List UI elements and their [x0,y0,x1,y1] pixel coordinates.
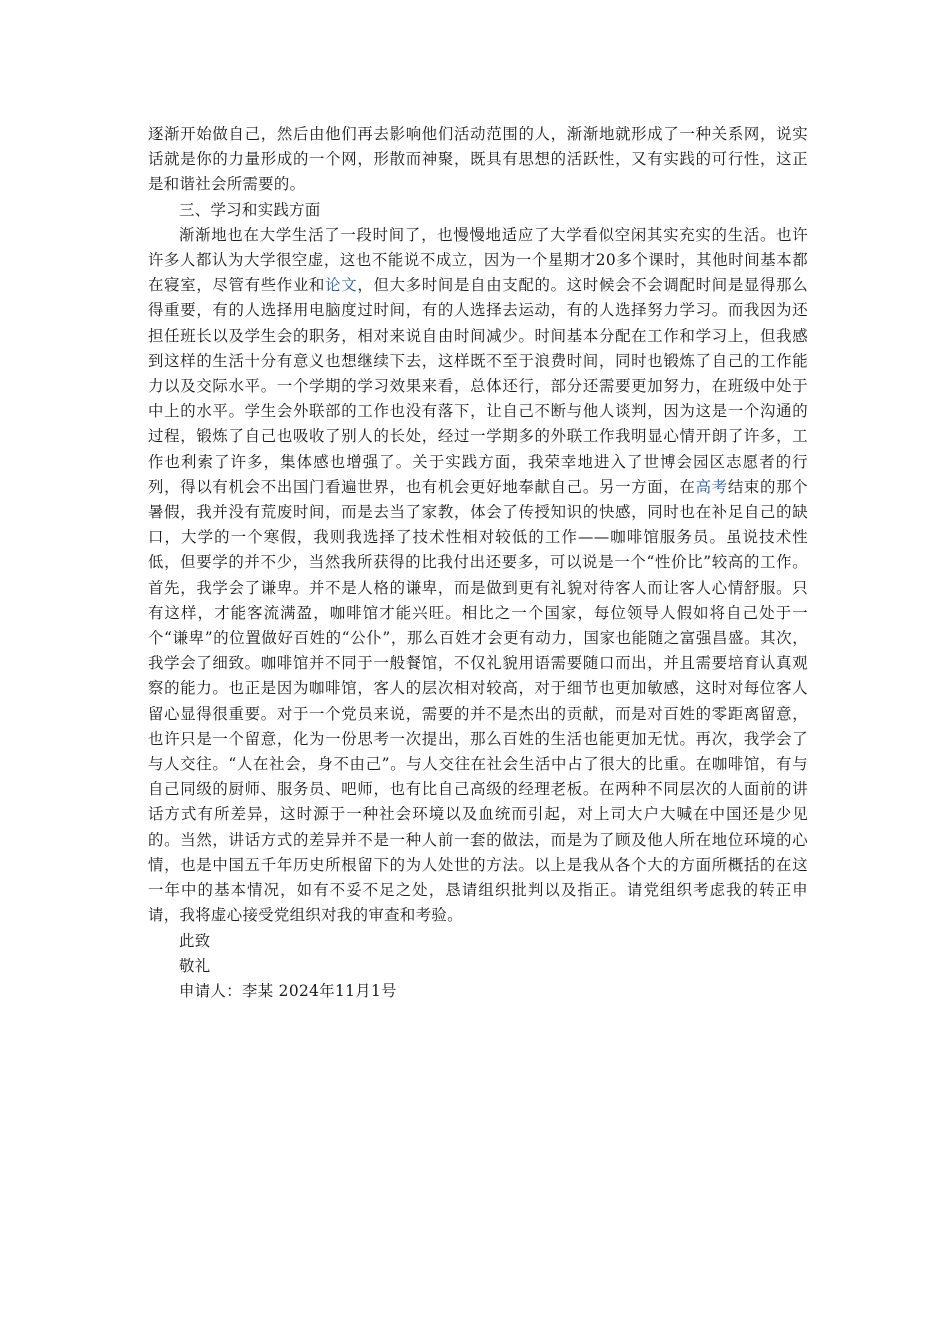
section-heading: 三、学习和实践方面 [179,200,321,219]
closing-regards: 敬礼 [179,956,211,975]
body-paragraph [148,223,808,929]
document-page [148,122,808,1004]
signature-line: 申请人：李某 2024年11月1号 [179,981,397,1000]
intro-paragraph: 逐渐开始做自己，然后由他们再去影响他们活动范围的人，渐渐地就形成了一种关系网，说实话就是你的力量形成的一个网，形散而神聚，既具有思想的活跃性，又有实践的可行性，这正是和谐社会所需要的。 [148,125,808,194]
link-thesis[interactable]: 论文 [325,276,358,295]
body-text-segment: 结束的那个暑假，我并没有荒废时间，而是去当了家教，体会了传授知识的快感，同时也在补足自己的缺口，大学的一个寒假，我则我选择了技术性相对较低的工作——咖啡馆服务员。虽说技术性低，但要学的并不少，当然我所获得的比我付出还要多，可以说是一个“性价比”较高的工作。首先，我学会了谦卑。并不是人格的谦卑，而是做到更有礼貌对待客人而让客人心情舒服。只有这样，才能客流满盈，咖啡馆才能兴旺。相比之一个国家，每位领导人假如将自己处于一个“谦卑”的位置做好百姓的“公仆”，那么百姓才会更有动力，国家也能随之富强昌盛。其次，我学会了细致。咖啡馆并不同于一般餐馆，不仅礼貌用语需要随口而出，并且需要培育认真观察的能力。也正是因为咖啡馆，客人的层次相对较高，对于细节也更加敏感，这时对每位客人留心显得很重要。对于一个党员来说，需要的并不是杰出的贡献，而是对百姓的零距离留意，也许只是一个留意，化为一份思考一次提出，那么百姓的生活也能更加无忧。再次，我学会了与人交往。“人在社会，身不由己”。与人交往在社会生活中占了很大的比重。在咖啡馆，有与自己同级的厨师、服务员、吧师，也有比自己高级的经理老板。在两种不同层次的人面前的讲话方式有所差异，这时源于一种社会环境以及血统而引起，对上司大户大喊在中国还是少见的。当然，讲话方式的差异并不是一种人前一套的做法，而是为了顾及他人所在地位环境的心情，也是中国五千年历史所根留下的为人处世的方法。以上是我从各个大的方面所概括的在这一年中的基本情况，如有不妥不足之处，恳请组织批判以及指正。请党组织考虑我的转正申请，我将虚心接受党组织对我的审查和考验。 [148,477,808,925]
link-gaokao[interactable]: 高考 [695,477,728,496]
body-text-segment: ，但大多时间是自由支配的。这时候会不会调配时间是显得那么得重要，有的人选择用电脑度过时间，有的人选择去运动，有的人选择努力学习。而我因为还担任班长以及学生会的职务，相对来说自由时间减少。时间基本分配在工作和学习上，但我感到这样的生活十分有意义也想继续下去，这样既不至于浪费时间，同时也锻炼了自己的工作能力以及交际水平。一个学期的学习效果来看，总体还行，部分还需要更加努力，在班级中处于中上的水平。学生会外联部的工作也没有落下，让自己不断与他人谈判，因为这是一个沟通的过程，锻炼了自己也吸收了别人的长处，经过一学期多的外联工作我明显心情开朗了许多，工作也利索了许多，集体感也增强了。关于实践方面，我荣幸地进入了世博会园区志愿者的行列，得以有机会不出国门看遍世界，也有机会更好地奉献自己。另一方面，在 [148,276,808,496]
closing-salutation: 此致 [179,931,211,950]
body-text-segment: 渐渐地也在大学生活了一段时间了，也慢慢地适应了大学看似空闲其实充实的生活。也许许多人都认为大学很空虚，这也不能说不成立，因为一个星期才20多个课时，其他时间基本都在寝室，尽管有些作业和 [148,225,808,295]
